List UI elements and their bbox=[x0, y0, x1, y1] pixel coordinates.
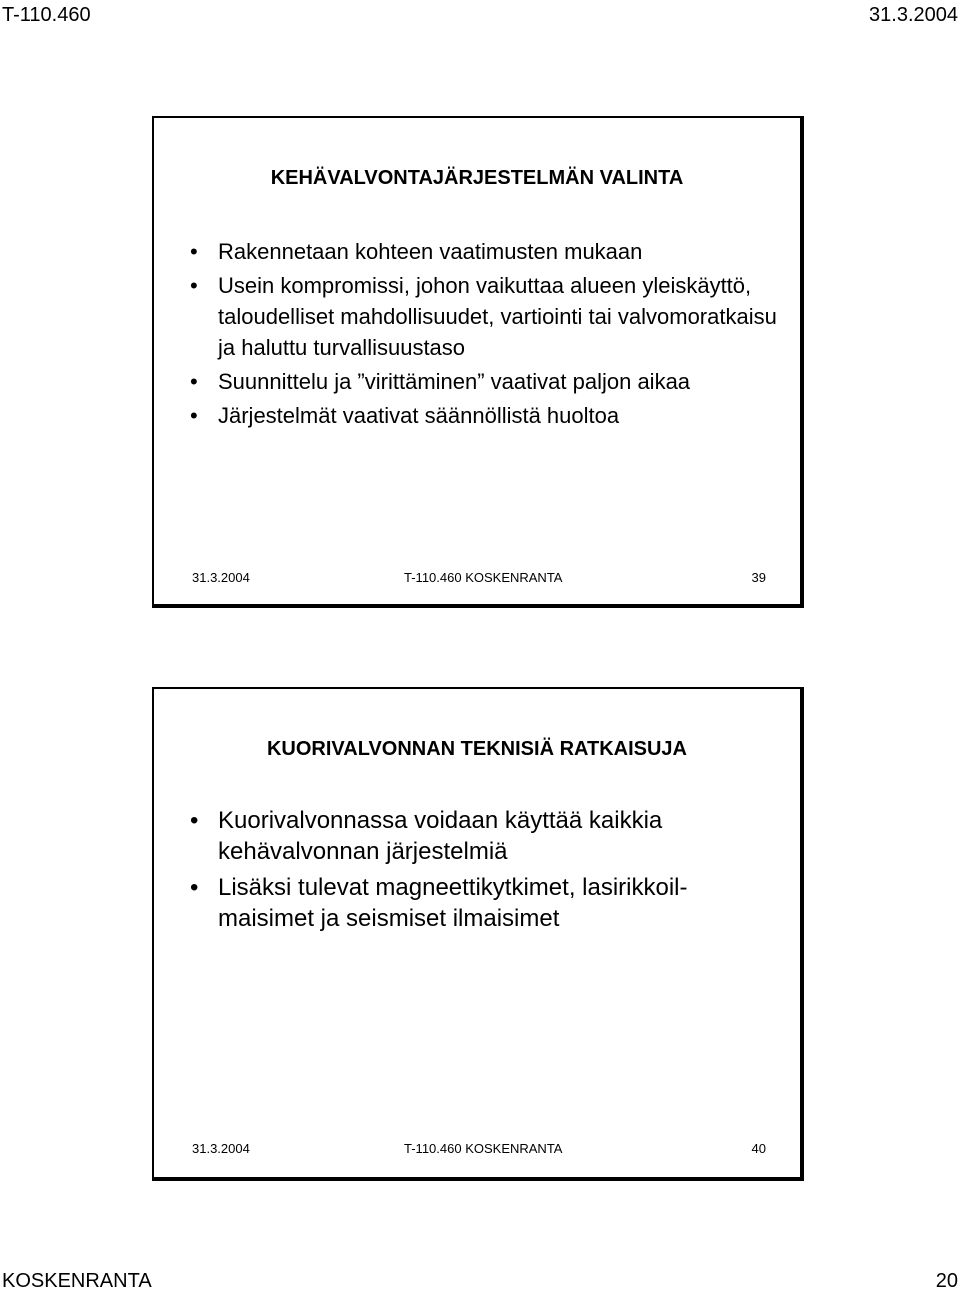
list-item bbox=[190, 236, 782, 267]
list-item bbox=[190, 872, 782, 934]
slide-title: KEHÄVALVONTAJÄRJESTELMÄN VALINTA bbox=[270, 167, 684, 189]
bullet-list bbox=[190, 805, 782, 939]
slide-title: KUORIVALVONNAN TEKNISIÄ RATKAISUJA bbox=[266, 738, 687, 760]
bullet-icon: • bbox=[190, 403, 198, 428]
slide-footer-page-number: 39 bbox=[751, 570, 766, 585]
slide-footer-course: T-110.460 KOSKENRANTA bbox=[404, 1141, 563, 1156]
bullet-text: Suunnittelu ja ”virittäminen” vaativat paljon aikaa bbox=[218, 369, 691, 394]
bullet-text: Järjestelmät vaativat säännöllistä huoltoa bbox=[218, 403, 620, 428]
list-item bbox=[190, 805, 782, 867]
bullet-icon: • bbox=[190, 874, 199, 901]
bullet-icon: • bbox=[190, 273, 198, 298]
list-item bbox=[190, 400, 782, 431]
bullet-text: Rakennetaan kohteen vaatimusten mukaan bbox=[218, 239, 643, 264]
list-item bbox=[190, 366, 782, 397]
bullet-icon: • bbox=[190, 239, 198, 264]
page-header-date: 31.3.2004 bbox=[869, 4, 958, 26]
slide-footer-page-number: 40 bbox=[751, 1141, 766, 1156]
bullet-list bbox=[190, 236, 782, 434]
slide-footer-date: 31.3.2004 bbox=[192, 570, 250, 585]
bullet-text: Usein kompromissi, johon vaikuttaa alueen yleiskäyttö, taloudelliset mahdollisuudet, vartiointi tai valvomoratkaisu ja haluttu turvallisuustaso bbox=[218, 273, 777, 360]
slide-footer-course: T-110.460 KOSKENRANTA bbox=[404, 570, 563, 585]
bullet-text: Lisäksi tulevat magneettikytkimet, lasirikkoil-maisimet ja seismiset ilmaisimet bbox=[218, 874, 688, 932]
slide-39 bbox=[152, 116, 804, 608]
list-item bbox=[190, 270, 782, 363]
slide-40 bbox=[152, 687, 804, 1181]
page-footer-author: KOSKENRANTA bbox=[2, 1270, 152, 1292]
bullet-icon: • bbox=[190, 807, 199, 834]
page-header-course: T-110.460 bbox=[2, 4, 91, 26]
bullet-text: Kuorivalvonnassa voidaan käyttää kaikkia kehävalvonnan järjestelmiä bbox=[218, 807, 663, 865]
page-footer-page-number: 20 bbox=[935, 1270, 958, 1292]
bullet-icon: • bbox=[190, 369, 198, 394]
slide-footer-date: 31.3.2004 bbox=[192, 1141, 250, 1156]
